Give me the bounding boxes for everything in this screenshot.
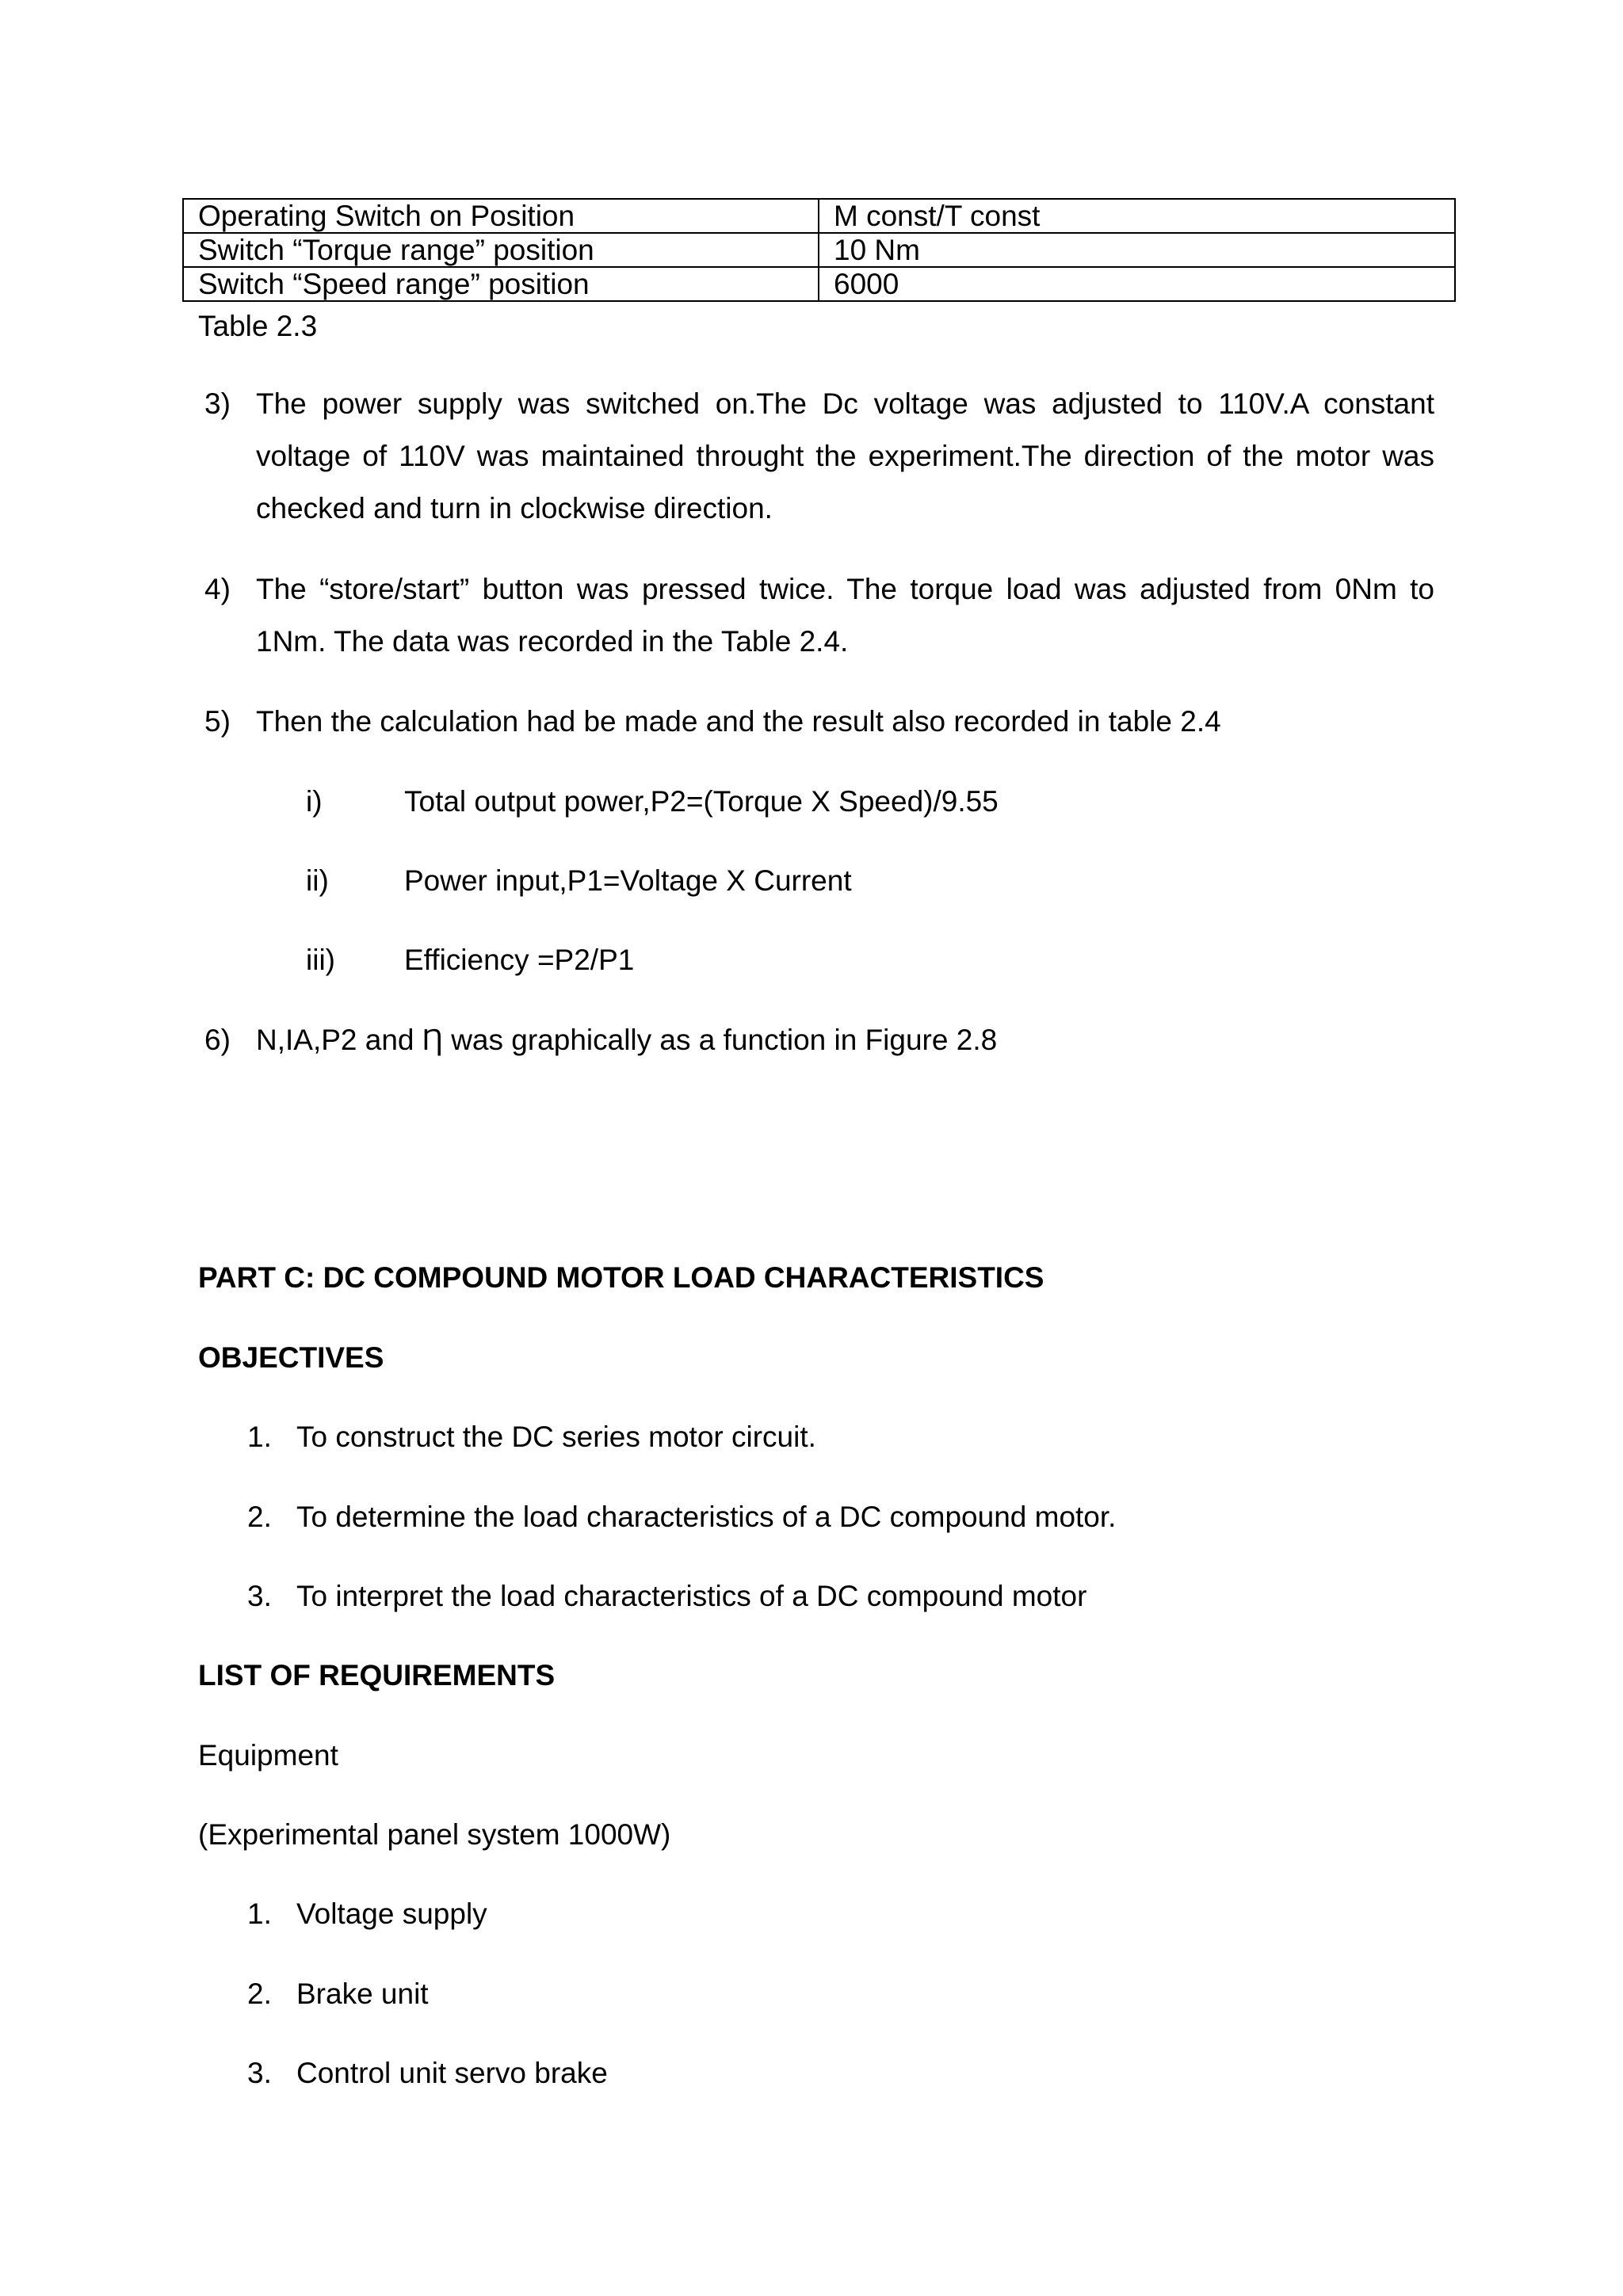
settings-table (182, 198, 1456, 302)
objective-item: To construct the DC series motor circuit. (296, 1421, 816, 1453)
equipment-item: Voltage supply (296, 1897, 487, 1930)
table-cell: M const/T const (819, 199, 1455, 233)
table-caption: Table 2.3 (198, 310, 318, 342)
equipment-subtitle: (Experimental panel system 1000W) (198, 1818, 671, 1851)
step-number: 4) (204, 573, 231, 605)
section-heading: PART C: DC COMPOUND MOTOR LOAD CHARACTERISTICS (198, 1261, 1044, 1294)
step-number: 3) (204, 387, 231, 420)
table-cell: Switch “Torque range” position (183, 233, 819, 267)
equipment-item: Brake unit (296, 1978, 429, 2010)
table-cell: Switch “Speed range” position (183, 267, 819, 301)
table-cell: Operating Switch on Position (183, 199, 819, 233)
requirements-heading: LIST OF REQUIREMENTS (198, 1659, 556, 1691)
calc-text: Power input,P1=Voltage X Current (404, 864, 852, 897)
table-row (183, 267, 1455, 301)
list-number: 2. (247, 1978, 272, 2010)
step-text: N,IA,P2 and Ƞ was graphically as a function in Figure 2.8 (256, 1024, 998, 1056)
step-text: Then the calculation had be made and the result also recorded in table 2.4 (256, 705, 1221, 738)
objectives-heading: OBJECTIVES (198, 1341, 384, 1374)
calc-number: ii) (306, 864, 329, 897)
list-number: 3. (247, 2057, 272, 2089)
step-text: The “store/start” button was pressed twice. The torque load was adjusted from 0Nm to 1Nm. The data was recorded in the Table 2.4. (256, 573, 1434, 658)
table-cell: 10 Nm (819, 233, 1455, 267)
objective-item: To interpret the load characteristics of a DC compound motor (296, 1580, 1087, 1612)
objective-item: To determine the load characteristics of a DC compound motor. (296, 1501, 1117, 1533)
procedure-step (204, 378, 1434, 535)
list-number: 2. (247, 1501, 272, 1533)
equipment-item: Control unit servo brake (296, 2057, 608, 2089)
calc-number: iii) (306, 944, 335, 976)
table-row (183, 199, 1455, 233)
step-number: 6) (204, 1024, 231, 1056)
list-number: 1. (247, 1421, 272, 1453)
procedure-step (204, 696, 1434, 748)
calc-text: Efficiency =P2/P1 (404, 944, 635, 976)
equipment-label: Equipment (198, 1739, 338, 1772)
step-text: The power supply was switched on.The Dc voltage was adjusted to 110V.A constant voltage of 110V was maintained throught the experiment.The direction of the motor was checked and turn in clockwise direction. (256, 387, 1434, 524)
step-number: 5) (204, 705, 231, 738)
table-cell: 6000 (819, 267, 1455, 301)
calc-text: Total output power,P2=(Torque X Speed)/9.55 (404, 785, 999, 818)
list-number: 3. (247, 1580, 272, 1612)
table-row (183, 233, 1455, 267)
calc-number: i) (306, 785, 323, 818)
procedure-step (204, 1024, 998, 1056)
list-number: 1. (247, 1897, 272, 1930)
procedure-step (204, 563, 1434, 668)
